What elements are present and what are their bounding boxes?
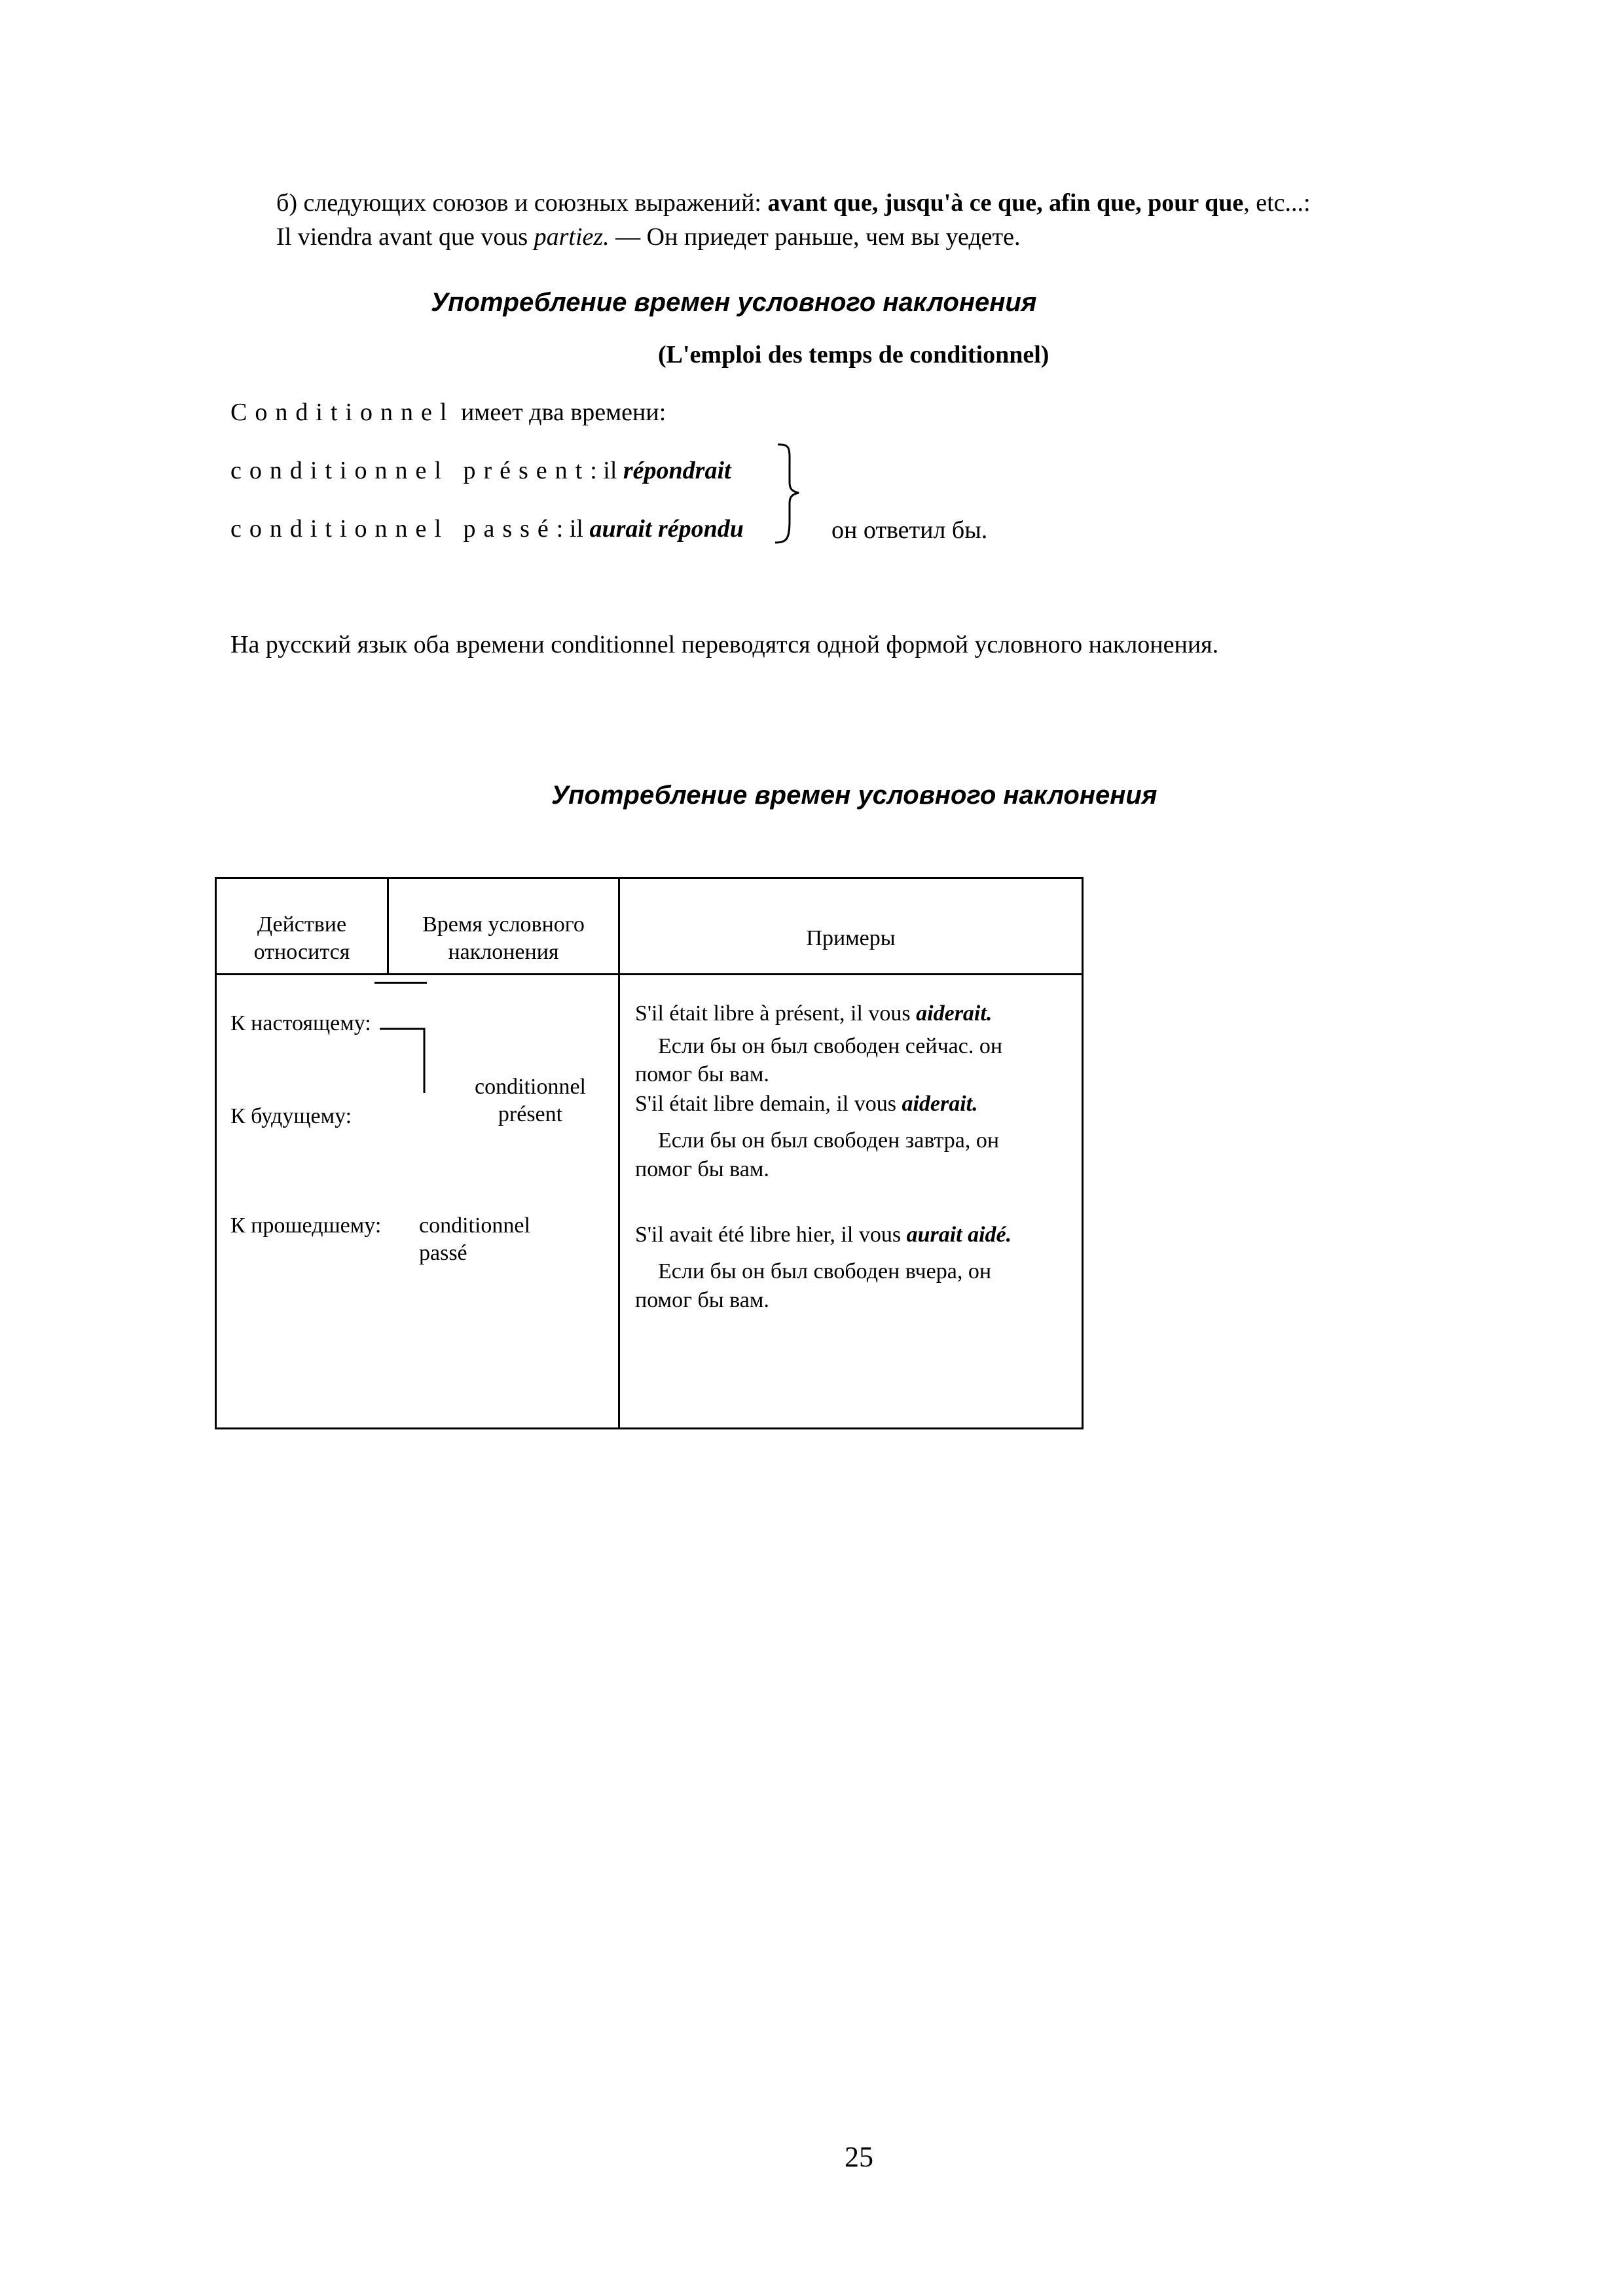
row-label-present: К настоящему: [230, 1011, 371, 1035]
example-1-verb: aiderait. [916, 1001, 993, 1026]
header-col3: Примеры [806, 926, 896, 950]
row-label-past: К прошедшему: [230, 1213, 382, 1238]
intro-line-1-conjunctions: avant que, jusqu'à ce que, afin que, pour que [767, 189, 1244, 217]
example-2-fr [635, 1090, 978, 1118]
example-1-fr-text: S'il était libre à présent, il vous [635, 1001, 917, 1026]
form-passe [230, 514, 744, 543]
conditionnel-intro-rest: имеет два времени: [454, 399, 666, 426]
curly-brace-icon [773, 442, 805, 547]
example-3-ru-line2: помог бы вам. [635, 1288, 769, 1312]
form-present [230, 456, 731, 485]
example-1-ru-line2: помог бы вам. [635, 1062, 769, 1086]
example-2-fr-text: S'il était libre demain, il vous [635, 1092, 902, 1116]
intro-line-2-suffix: — Он приедет раньше, чем вы уедете. [609, 223, 1021, 251]
table-title: Употребление времен условного наклонения [551, 781, 1158, 810]
header-col2 [389, 911, 618, 966]
cond-passe-line2: passé [419, 1241, 467, 1265]
form-present-colon: : il [590, 457, 623, 484]
example-2-ru-line1: Если бы он был свободен завтра, он [658, 1128, 1000, 1153]
header-col2-line1: Время условного [422, 912, 585, 937]
cond-passe-cell [419, 1212, 530, 1267]
intro-line-2-italic: partiez. [534, 223, 610, 251]
form-present-label: conditionnel présent [230, 457, 591, 484]
header-col1 [217, 911, 387, 966]
section-title: Употребление времен условного наклонения [431, 288, 1037, 317]
form-translation: он ответил бы. [831, 516, 988, 544]
intro-line-1 [276, 188, 1311, 217]
bracket-icon [378, 1021, 431, 1100]
form-passe-verb: aurait répondu [589, 515, 744, 543]
example-3-fr-text: S'il avait été libre hier, il vous [635, 1223, 907, 1247]
example-3-ru-line1: Если бы он был свободен вчера, он [658, 1259, 992, 1283]
cond-passe-line1: conditionnel [419, 1213, 530, 1238]
example-2-verb: aiderait. [902, 1092, 978, 1116]
note-text: На русский язык оба времени conditionnel переводятся одной формой условного наклонения. [230, 631, 1219, 658]
header-col2-line2: наклонения [448, 940, 559, 964]
form-present-verb: répondrait [623, 457, 731, 484]
example-1-ru-line1: Если бы он был свободен сейчас. он [658, 1034, 1003, 1058]
intro-line-1-suffix: , etc...: [1243, 189, 1311, 217]
section-subtitle: (L'emploi des temps de conditionnel) [658, 341, 1049, 368]
conditionnel-term: Conditionnel [230, 399, 455, 426]
row-label-future: К будущему: [230, 1104, 352, 1128]
form-passe-label: conditionnel passé [230, 515, 556, 543]
intro-line-2-prefix: Il viendra avant que vous [276, 223, 534, 251]
example-2-ru-line2: помог бы вам. [635, 1157, 769, 1181]
connector-top [374, 982, 427, 984]
header-col1-line1: Действие [257, 912, 347, 937]
cond-present-line2: présent [498, 1102, 563, 1126]
conditionnel-intro [230, 398, 666, 427]
intro-line-1-prefix: б) следующих союзов и союзных выражений: [276, 189, 768, 217]
example-3-fr [635, 1221, 1012, 1249]
page-number: 25 [845, 2141, 873, 2173]
intro-line-2 [276, 223, 1021, 251]
example-1-fr [635, 1000, 992, 1028]
cond-present-line1: conditionnel [475, 1075, 586, 1099]
form-passe-colon: : il [556, 515, 590, 543]
table-header-divider [215, 973, 1084, 975]
example-3-verb: aurait aidé. [906, 1223, 1012, 1247]
cond-present-cell [458, 1073, 602, 1128]
table-col-divider [618, 877, 620, 1429]
header-col1-line2: относится [253, 940, 350, 964]
